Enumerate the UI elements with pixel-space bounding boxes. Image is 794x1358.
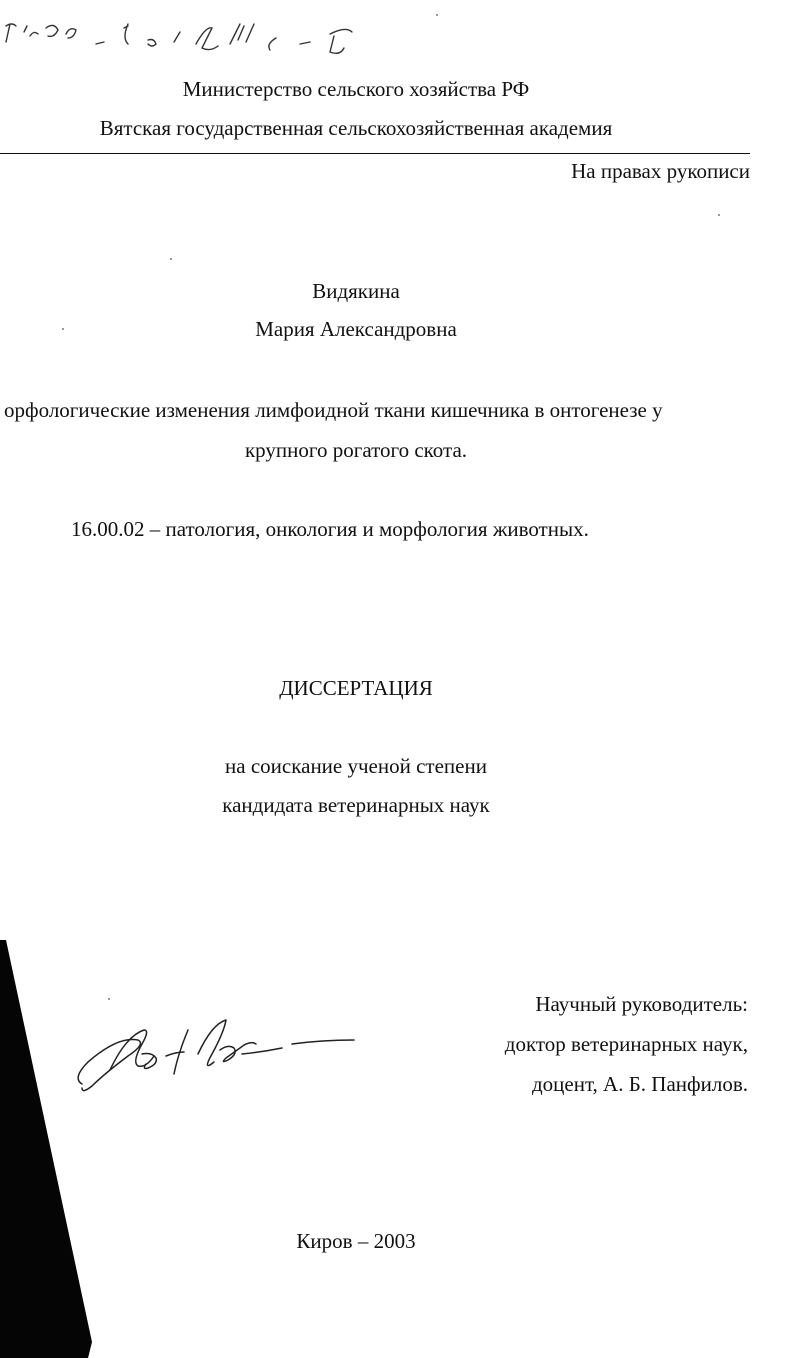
scan-speck [62, 328, 64, 330]
author-signature [70, 1010, 370, 1100]
dissertation-title-line-2: крупного рогатого скота. [244, 438, 468, 462]
scan-speck [108, 998, 110, 1000]
supervisor-degree: доктор ветеринарных наук, [504, 1032, 748, 1056]
header-divider [0, 153, 750, 154]
author-surname: Видякина [312, 279, 400, 303]
manuscript-note: На правах рукописи [571, 159, 750, 183]
scan-speck [436, 14, 438, 16]
specialty-code: 16.00.02 – патология, онкология и морфология животных. [71, 517, 589, 541]
scan-edge-shadow [0, 930, 100, 1358]
place-year: Киров – 2003 [296, 1229, 416, 1253]
supervisor-label: Научный руководитель: [535, 992, 748, 1016]
dissertation-title-line-1: орфологические изменения лимфоидной ткани кишечника в онтогенезе у [4, 398, 663, 422]
ministry-line: Министерство сельского хозяйства РФ [182, 77, 530, 101]
supervisor-name: доцент, А. Б. Панфилов. [531, 1072, 748, 1096]
degree-line-2: кандидата ветеринарных наук [222, 793, 490, 817]
author-given-names: Мария Александровна [255, 317, 457, 341]
degree-line-1: на соискание ученой степени [225, 754, 487, 778]
scan-speck [718, 214, 720, 216]
academy-line: Вятская государственная сельскохозяйственная академия [99, 116, 613, 140]
document-type: ДИССЕРТАЦИЯ [279, 676, 433, 700]
handwritten-archive-number [0, 4, 380, 74]
scan-speck [170, 258, 172, 260]
